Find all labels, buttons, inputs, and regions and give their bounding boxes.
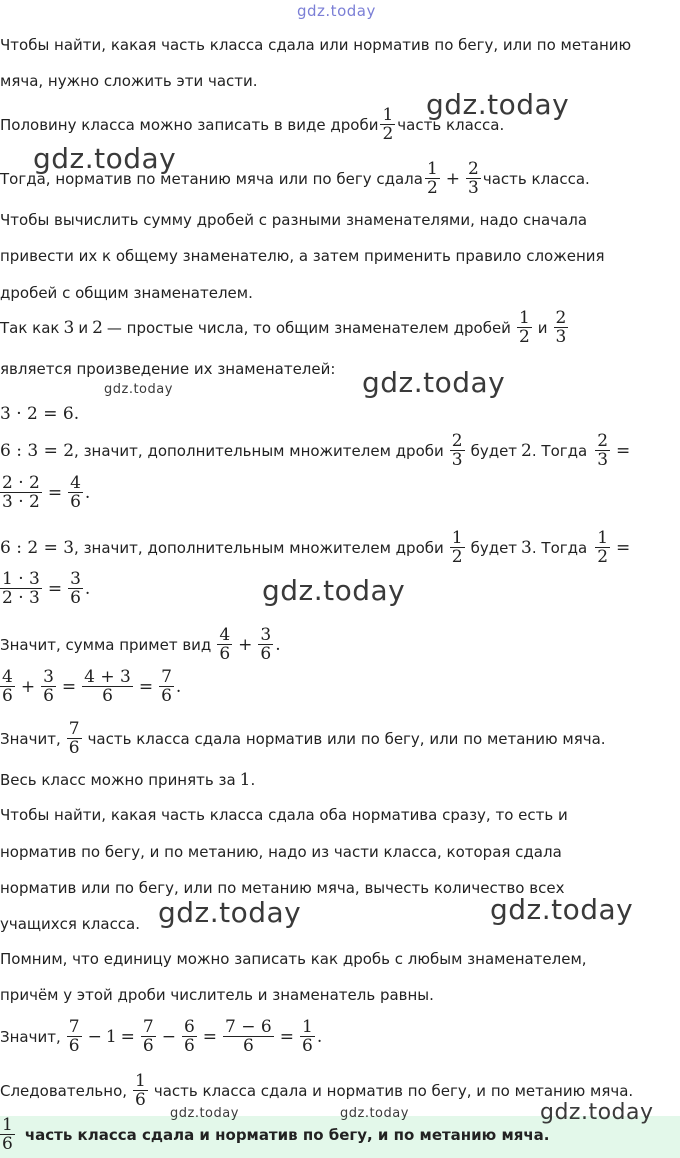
text-line-10: Чтобы найти, какая часть класса сдала оба норматива сразу, то есть и bbox=[0, 806, 568, 824]
common-denominator-line: Так как 3 и 2 — простые числа, то общим знаменателем дробей $\frac{1}{2}$ и $\frac{2}{3}$ bbox=[0, 308, 567, 347]
fraction-difference: $\frac{7 - 6}{6}$ bbox=[225, 1017, 272, 1056]
watermark: gdz.today bbox=[170, 1106, 239, 1121]
whole-class-line: Весь класс можно принять за 1 . bbox=[0, 770, 256, 790]
text-line-6: привести их к общему знаменателю, а затем применить правило сложения bbox=[0, 247, 605, 265]
watermark: gdz.today bbox=[158, 896, 302, 929]
watermark-top: gdz.today bbox=[297, 2, 376, 20]
text-line-12: норматив или по бегу, или по метанию мяча, вычесть количество всех bbox=[0, 879, 565, 897]
watermark: gdz.today bbox=[340, 1106, 409, 1121]
fraction-2-3: $\frac{2}{3}$ bbox=[597, 431, 609, 470]
fraction-2-3: $\frac{2}{3}$ bbox=[451, 431, 463, 470]
text-line-13: учащихся класса. bbox=[0, 915, 141, 933]
result-line: Значит, $\frac{7}{6}$ часть класса сдала норматив или по бегу, или по метанию мяча. bbox=[0, 719, 606, 758]
fraction-1-2: $\frac{1}{2}$ bbox=[518, 308, 530, 347]
watermark: gdz.today bbox=[540, 1100, 654, 1125]
fraction-1-6: $\frac{1}{6}$ bbox=[135, 1071, 146, 1110]
sum-result-line: $\frac{4}{6}$ + $\frac{3}{6}$ = $\frac{4 + 3}{6}$ = $\frac{7}{6}$ . bbox=[2, 667, 182, 706]
text-line-1: Чтобы найти, какая часть класса сдала или норматив по бегу, или по метанию bbox=[0, 36, 632, 54]
fraction-7-6: $\frac{7}{6}$ bbox=[161, 667, 172, 706]
answer-text: часть класса сдала и норматив по бегу, и по метанию мяча. bbox=[24, 1125, 550, 1144]
multiplier-line-1: 6 : 3 = 2 , значит, дополнительным множителем дроби $\frac{2}{3}$ будет 2 . Тогда $\frac{2}{3}$ = bbox=[0, 431, 631, 470]
watermark: gdz.today bbox=[33, 142, 177, 175]
watermark: gdz.today bbox=[490, 893, 634, 926]
fraction-4-6: $\frac{4}{6}$ bbox=[219, 625, 231, 664]
text-line-11: норматив по бегу, и по метанию, надо из части класса, которая сдала bbox=[0, 843, 562, 861]
text-line-14: Помним, что единицу можно записать как дробь с любым знаменателем, bbox=[0, 950, 587, 968]
sum-expression-line bbox=[0, 160, 590, 197]
fraction-3-6: $\frac{3}{6}$ bbox=[260, 625, 272, 664]
fraction-3-6: $\frac{3}{6}$ bbox=[43, 667, 54, 706]
text-line-7: дробей с общим знаменателем. bbox=[0, 284, 253, 302]
fraction-2-3: $\frac{2}{3}$ bbox=[555, 308, 567, 347]
fraction-7-6: $\frac{7}{6}$ bbox=[142, 1017, 154, 1056]
plus-sign: + bbox=[445, 168, 461, 189]
watermark: gdz.today bbox=[262, 574, 406, 607]
fraction-expanded: $\frac{2 \cdot 2}{3 \cdot 2}$ bbox=[2, 473, 40, 512]
watermark: gdz.today bbox=[104, 382, 173, 397]
fraction-6-6: $\frac{6}{6}$ bbox=[183, 1017, 195, 1056]
text-line-15: причём у этой дроби числитель и знаменатель равны. bbox=[0, 986, 434, 1004]
fraction-expanded: $\frac{1 \cdot 3}{2 \cdot 3}$ bbox=[2, 569, 40, 608]
watermark: gdz.today bbox=[426, 88, 570, 121]
fraction-2-3: $\frac{2}{3}$ bbox=[468, 159, 479, 198]
watermark: gdz.today bbox=[362, 366, 506, 399]
product-equation: 3 · 2 = 6. bbox=[0, 404, 80, 424]
fraction-1-2: $\frac{1}{2}$ bbox=[451, 528, 463, 567]
text-line-5: Чтобы вычислить сумму дробей с разными знаменателями, надо сначала bbox=[0, 211, 588, 229]
half-text: Половину класса можно записать в виде дроби bbox=[0, 115, 379, 134]
fraction-4-6: $\frac{4}{6}$ bbox=[2, 667, 13, 706]
fraction-1-2: $\frac{1}{2}$ bbox=[426, 159, 438, 198]
fraction-7-6: $\frac{7}{6}$ bbox=[68, 719, 80, 758]
conclusion-line: Следовательно, $\frac{1}{6}$ часть класса сдала и норматив по бегу, и по метанию мяча. bbox=[0, 1071, 634, 1110]
expansion-line-1: $\frac{2 \cdot 2}{3 \cdot 2}$ = $\frac{4}{6}$ . bbox=[2, 473, 91, 512]
answer-line bbox=[0, 1116, 550, 1153]
fraction-7-6: $\frac{7}{6}$ bbox=[68, 1017, 80, 1056]
fraction-1-2: $\frac{1}{2}$ bbox=[382, 105, 394, 144]
sum-form-line: Значит, сумма примет вид $\frac{4}{6}$ + $\frac{3}{6}$ . bbox=[0, 625, 281, 664]
sum-expression-end: часть класса. bbox=[482, 169, 590, 188]
fraction-4-6: $\frac{4}{6}$ bbox=[70, 473, 81, 512]
fraction-1-6: $\frac{1}{6}$ bbox=[301, 1017, 313, 1056]
fraction-1-2: $\frac{1}{2}$ bbox=[597, 528, 609, 567]
fraction-1-6: $\frac{1}{6}$ bbox=[2, 1115, 13, 1154]
sum-expression-text: Тогда, норматив по метанию мяча или по бегу сдала bbox=[0, 169, 423, 188]
expansion-line-2: $\frac{1 \cdot 3}{2 \cdot 3}$ = $\frac{3}{6}$ . bbox=[2, 569, 91, 608]
fraction-sum: $\frac{4 + 3}{6}$ bbox=[84, 667, 131, 706]
text-line-2: мяча, нужно сложить эти части. bbox=[0, 72, 258, 90]
multiplier-line-2: 6 : 2 = 3 , значит, дополнительным множителем дроби $\frac{1}{2}$ будет 3 . Тогда $\frac{1}{2}$ = bbox=[0, 528, 631, 567]
fraction-3-6: $\frac{3}{6}$ bbox=[70, 569, 81, 608]
subtraction-line: Значит, $\frac{7}{6}$ − 1 = $\frac{7}{6}$ − $\frac{6}{6}$ = $\frac{7 - 6}{6}$ = $\frac{1}{6}$ . bbox=[0, 1017, 323, 1056]
half-text-end: часть класса. bbox=[397, 115, 505, 134]
text-line-9: является произведение их знаменателей: bbox=[0, 360, 336, 378]
